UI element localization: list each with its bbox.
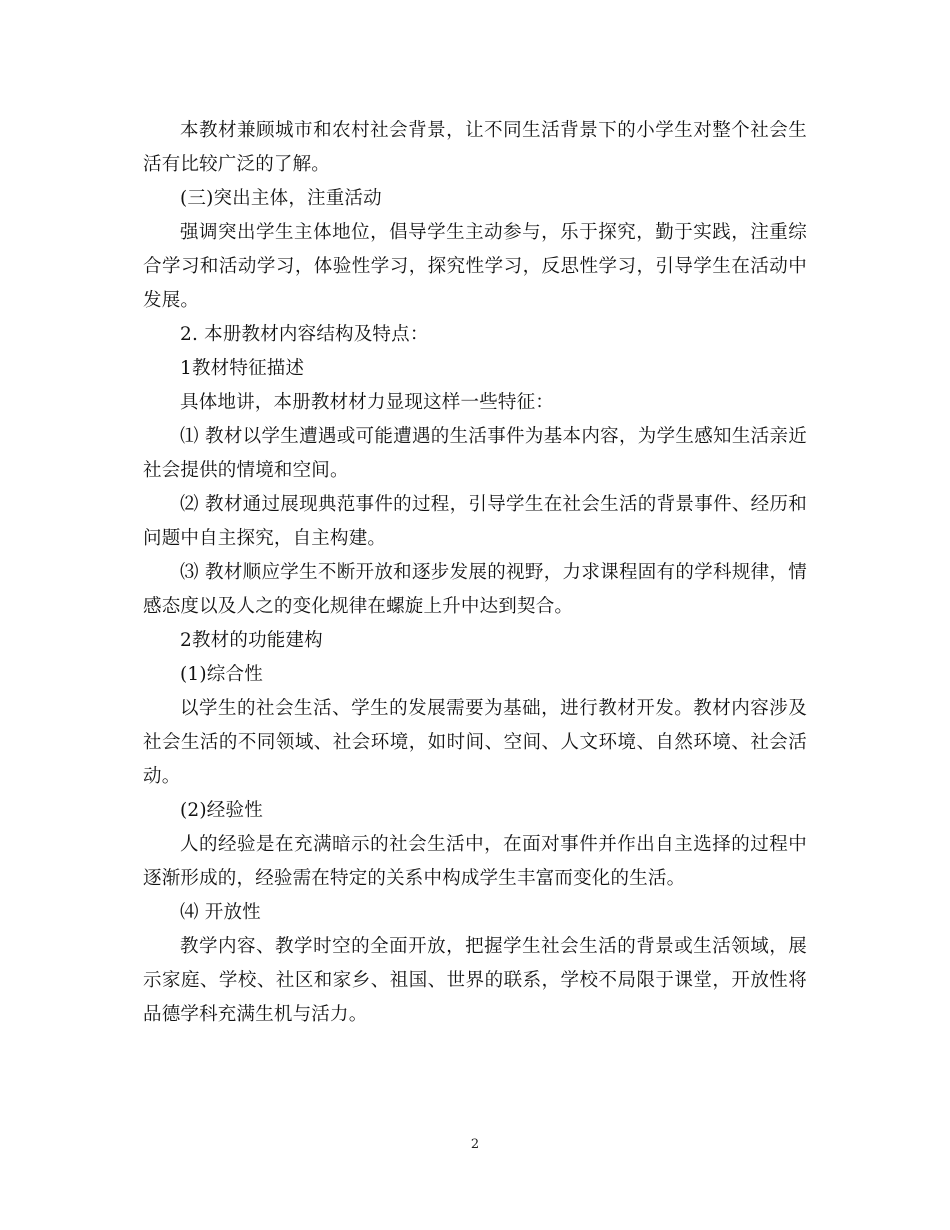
paragraph-openness: 教学内容、教学时空的全面开放，把握学生社会生活的背景或生活领域，展示家庭、学校、社区和家乡、祖国、世界的联系，学校不局限于课堂，开放性将品德学科充满生机与活力。 (143, 936, 807, 1025)
page-number: 2 (470, 1137, 480, 1152)
heading-features: 1教材特征描述 (180, 358, 305, 379)
heading-openness: ⑷ 开放性 (180, 902, 261, 923)
paragraph-subject-activity: 强调突出学生主体地位，倡导学生主动参与，乐于探究，勤于实践，注重综合学习和活动学习，体验性学习，探究性学习，反思性学习，引导学生在活动中发展。 (143, 222, 807, 311)
paragraph-experiential: 人的经验是在充满暗示的社会生活中，在面对事件并作出自主选择的过程中逐渐形成的，经验需在特定的关系中构成学生丰富而变化的生活。 (143, 834, 807, 889)
paragraph-comprehensive: 以学生的社会生活、学生的发展需要为基础，进行教材开发。教材内容涉及社会生活的不同领域、社会环境，如时间、空间、人文环境、自然环境、社会活动。 (143, 698, 807, 787)
list-item-feature-2: ⑵ 教材通过展现典范事件的过程，引导学生在社会生活的背景事件、经历和问题中自主探究，自主构建。 (143, 494, 807, 549)
heading-content-structure: 2. 本册教材内容结构及特点： (180, 324, 429, 345)
heading-experiential: (2)经验性 (180, 800, 263, 821)
heading-comprehensive: (1)综合性 (180, 664, 263, 685)
paragraph-intro: 本教材兼顾城市和农村社会背景，让不同生活背景下的小学生对整个社会生活有比较广泛的了解。 (143, 120, 807, 175)
heading-function-structure: 2教材的功能建构 (180, 630, 323, 651)
paragraph-features-intro: 具体地讲，本册教材材力显现这样一些特征： (180, 392, 555, 413)
page-content (143, 114, 807, 1032)
heading-subject-activity: (三)突出主体，注重活动 (180, 188, 382, 209)
list-item-feature-3: ⑶ 教材顺应学生不断开放和逐步发展的视野，力求课程固有的学科规律，情感态度以及人之的变化规律在螺旋上升中达到契合。 (143, 562, 807, 617)
list-item-feature-1: ⑴ 教材以学生遭遇或可能遭遇的生活事件为基本内容，为学生感知生活亲近社会提供的情境和空间。 (143, 426, 807, 481)
